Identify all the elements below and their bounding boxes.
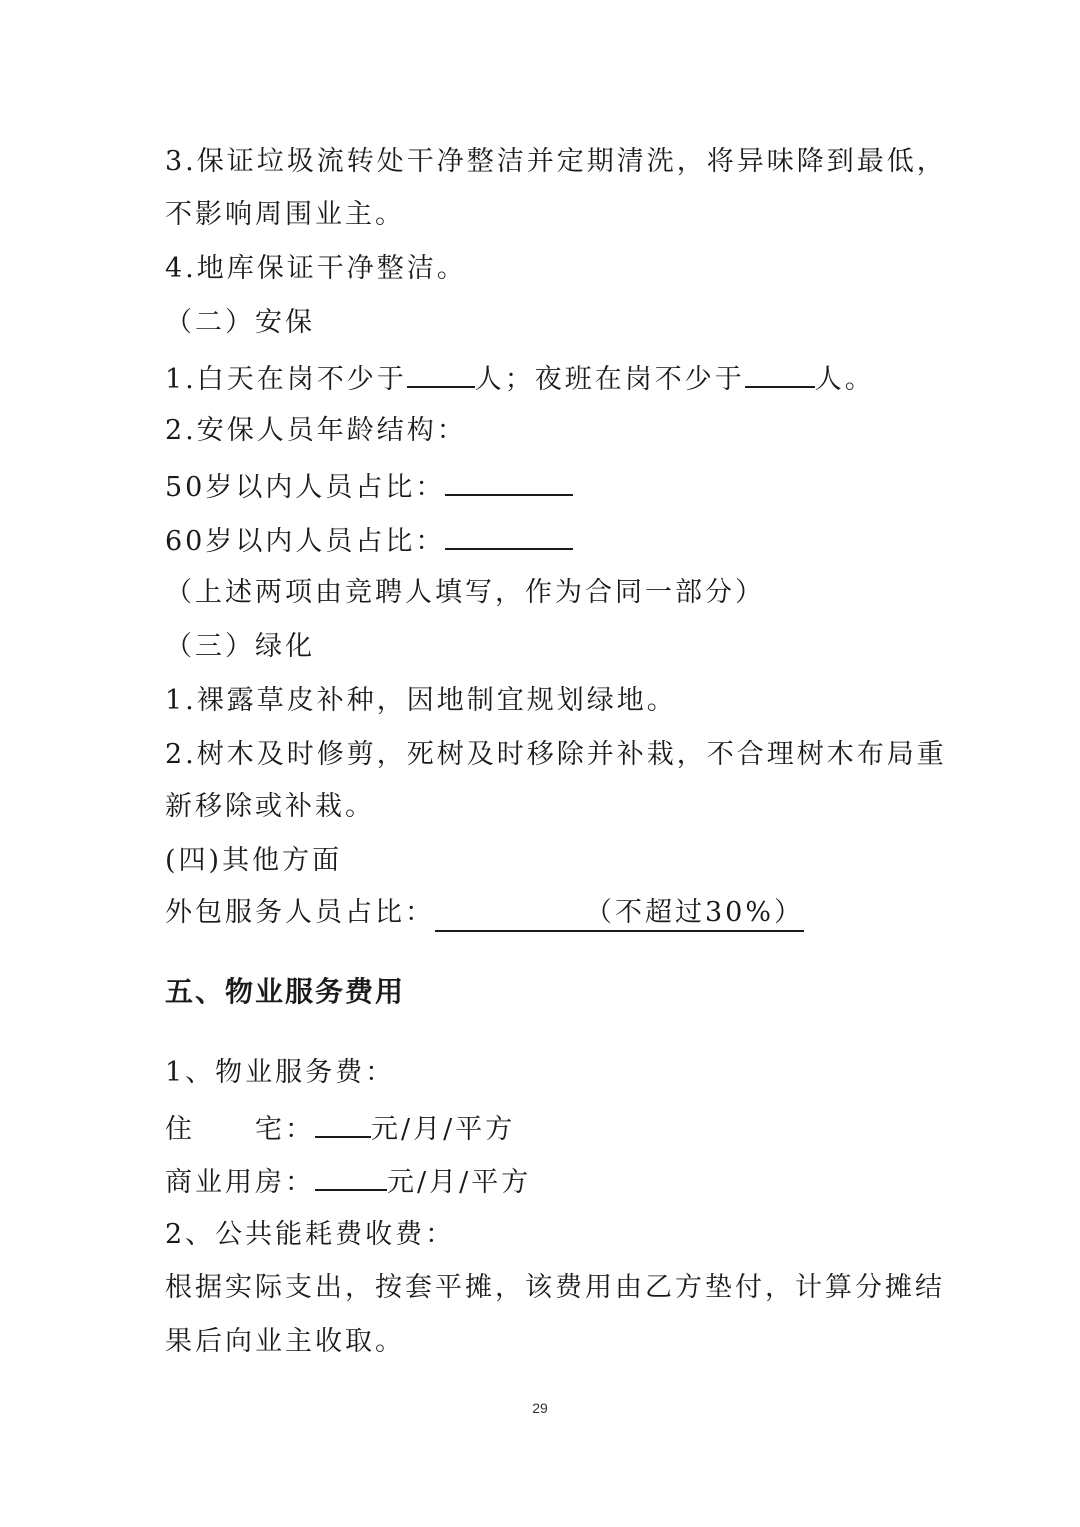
security-staffing-line: [165, 360, 875, 397]
age-under-60-label: 60岁以内人员占比：: [165, 526, 446, 557]
energy-fee-desc-line1: 根据实际支出，按套平摊，该费用由乙方垫付，计算分摊结: [165, 1272, 945, 1303]
age-under-50-line: [165, 468, 573, 505]
energy-fee-desc-line2: 果后向业主收取。: [165, 1326, 405, 1357]
security-age-structure-label: 2.安保人员年龄结构：: [165, 415, 467, 446]
outsourced-staff-line: [165, 896, 804, 932]
age-under-50-label: 50岁以内人员占比：: [165, 472, 446, 503]
section-greening-title: （三）绿化: [165, 631, 315, 662]
item-garbage-cleaning-line1: 3.保证垃圾流转处干净整洁并定期清洗，将异味降到最低，: [165, 146, 947, 177]
section-security-title: （二）安保: [165, 307, 315, 338]
commercial-fee-blank[interactable]: [315, 1163, 387, 1191]
public-energy-fee-label: 2、公共能耗费收费：: [165, 1219, 456, 1250]
age-under-50-blank[interactable]: [445, 468, 573, 496]
day-shift-count-blank[interactable]: [407, 360, 475, 388]
outsourced-staff-label: 外包服务人员占比：: [165, 897, 435, 928]
night-shift-count-blank[interactable]: [745, 360, 815, 388]
residential-unit: 元/月/平方: [371, 1114, 516, 1145]
commercial-label: 商业用房：: [165, 1167, 315, 1198]
service-fee-label: 1、物业服务费：: [165, 1057, 396, 1088]
night-shift-label: 人；夜班在岗不少于: [474, 364, 745, 395]
greening-item-1: 1.裸露草皮补种，因地制宜规划绿地。: [165, 685, 677, 716]
item-garbage-cleaning-line2: 不影响周围业主。: [165, 199, 405, 230]
age-under-60-blank[interactable]: [445, 522, 573, 550]
commercial-fee-line: [165, 1163, 531, 1200]
outsourced-staff-blank[interactable]: [435, 896, 804, 932]
section-five-heading: 五、物业服务费用: [165, 975, 406, 1008]
outsourced-limit-note: （不超过30%）: [585, 897, 805, 928]
bidder-fill-note: （上述两项由竞聘人填写，作为合同一部分）: [165, 577, 765, 608]
day-shift-label: 1.白天在岗不少于: [165, 364, 407, 395]
people-suffix: 人。: [814, 364, 875, 395]
residential-fee-line: [165, 1110, 515, 1147]
section-other-title: (四)其他方面: [165, 845, 343, 876]
age-under-60-line: [165, 522, 573, 559]
greening-item-2-line2: 新移除或补栽。: [165, 791, 375, 822]
page-number: 29: [532, 1400, 548, 1416]
commercial-unit: 元/月/平方: [387, 1167, 532, 1198]
greening-item-2-line1: 2.树木及时修剪，死树及时移除并补栽，不合理树木布局重: [165, 739, 947, 770]
residential-fee-blank[interactable]: [315, 1110, 371, 1138]
item-garage-clean: 4.地库保证干净整洁。: [165, 253, 467, 284]
residential-label: 住 宅：: [165, 1114, 315, 1145]
